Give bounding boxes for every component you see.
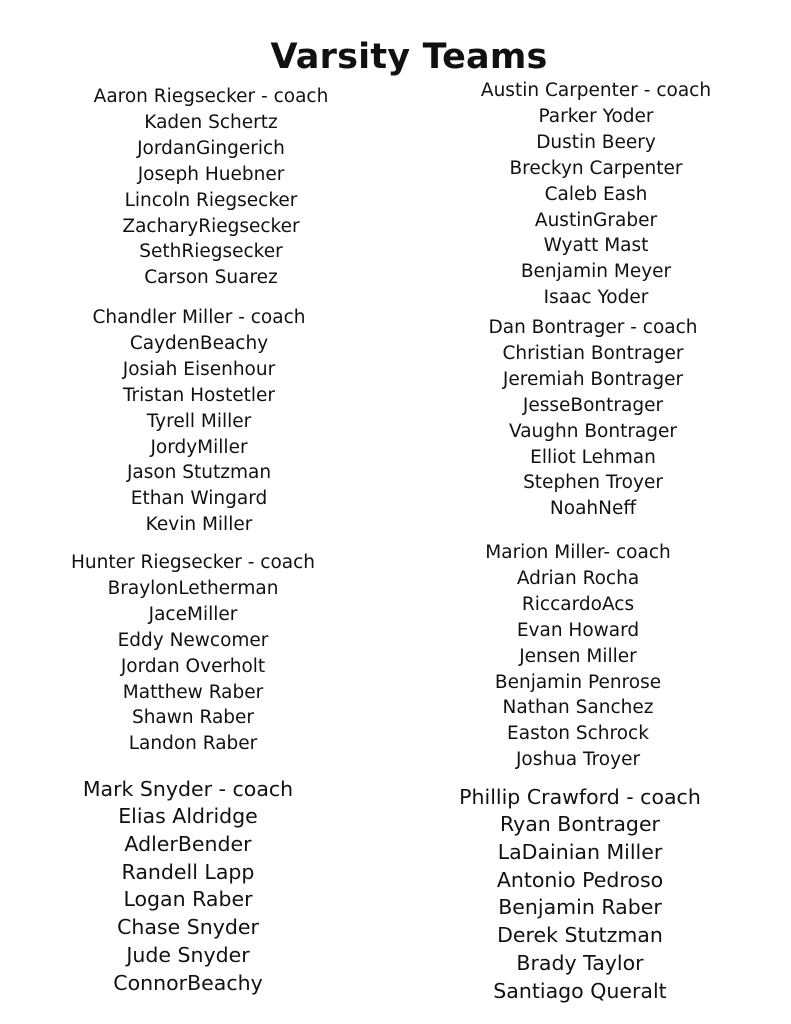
player-name: LaDainian Miller <box>497 839 663 864</box>
player-name: Jeremiah Bontrager <box>502 368 684 390</box>
team-chandler-miller <box>49 305 349 538</box>
team-mark-snyder <box>38 775 338 998</box>
player-name: Christian Bontrager <box>502 342 684 364</box>
team-aaron-riegsecker <box>61 84 361 291</box>
player-name: Randell Lapp <box>121 859 255 884</box>
player-name: Logan Raber <box>123 887 253 912</box>
coach-name: Austin Carpenter - coach <box>480 80 712 101</box>
player-name: Tristan Hostetler <box>122 384 276 406</box>
player-name: Josiah Eisenhour <box>122 358 276 380</box>
player-name: JaceMiller <box>148 603 238 625</box>
player-name: Shawn Raber <box>131 707 255 729</box>
player-name: Kaden Schertz <box>144 111 278 133</box>
team-phillip-crawford <box>430 783 730 1006</box>
player-name: Carson Suarez <box>144 267 278 289</box>
player-name: Parker Yoder <box>538 105 654 127</box>
player-name: Jason Stutzman <box>126 462 272 484</box>
player-name: ConnorBeachy <box>113 970 263 995</box>
player-name: Jude Snyder <box>126 942 250 967</box>
player-name: Caleb Eash <box>544 183 648 205</box>
player-name: Wyatt Mast <box>543 235 649 257</box>
player-name: Derek Stutzman <box>497 923 663 948</box>
player-name: JordanGingerich <box>137 137 285 159</box>
player-name: Joshua Troyer <box>515 749 641 771</box>
player-name: BraylonLetherman <box>107 577 279 599</box>
player-name: ZacharyRiegsecker <box>122 215 300 237</box>
player-name: Matthew Raber <box>122 681 264 703</box>
player-name: Santiago Queralt <box>493 978 667 1003</box>
player-name: Adrian Rocha <box>516 567 640 589</box>
player-name: Isaac Yoder <box>543 287 649 309</box>
player-name: Antonio Pedroso <box>496 867 664 892</box>
player-name: Benjamin Meyer <box>520 261 672 283</box>
coach-name: Hunter Riegsecker - coach <box>71 552 315 573</box>
player-name: Brady Taylor <box>516 950 644 975</box>
player-name: JordyMiller <box>150 436 248 458</box>
player-name: Ethan Wingard <box>130 488 268 510</box>
player-name: Elliot Lehman <box>530 446 656 468</box>
player-name: Stephen Troyer <box>523 472 663 494</box>
player-name: Eddy Newcomer <box>117 629 269 651</box>
player-name: Lincoln Riegsecker <box>124 189 298 211</box>
player-name: Breckyn Carpenter <box>509 157 683 179</box>
player-name: AustinGraber <box>534 209 658 231</box>
coach-name: Mark Snyder - coach <box>82 777 294 801</box>
player-name: Kevin Miller <box>145 514 253 536</box>
player-name: Evan Howard <box>516 619 640 641</box>
team-marion-miller <box>428 540 728 773</box>
player-name: Elias Aldridge <box>118 804 258 828</box>
player-name: Benjamin Penrose <box>494 671 662 693</box>
team-hunter-riegsecker <box>43 550 343 757</box>
player-name: Vaughn Bontrager <box>508 420 678 442</box>
player-name: Benjamin Raber <box>498 895 662 920</box>
player-name: JesseBontrager <box>522 394 664 416</box>
player-name: Landon Raber <box>128 733 258 755</box>
team-austin-carpenter <box>446 78 746 311</box>
player-name: AdlerBender <box>124 831 252 856</box>
player-name: Tyrell Miller <box>146 410 252 432</box>
player-name: RiccardoAcs <box>521 593 635 615</box>
coach-name: Aaron Riegsecker - coach <box>93 86 329 107</box>
player-name: Jensen Miller <box>519 645 637 667</box>
player-name: Ryan Bontrager <box>499 812 660 836</box>
player-name: SethRiegsecker <box>139 241 283 263</box>
page-title: Varsity Teams <box>270 37 548 78</box>
coach-name: Marion Miller- coach <box>485 542 671 563</box>
team-dan-bontrager <box>443 315 743 522</box>
player-name: Dustin Beery <box>536 131 656 153</box>
player-name: Joseph Huebner <box>137 163 285 185</box>
player-name: Nathan Sanchez <box>502 697 654 719</box>
coach-name: Dan Bontrager - coach <box>488 317 698 338</box>
player-name: Easton Schrock <box>507 723 649 745</box>
player-name: CaydenBeachy <box>129 332 269 354</box>
player-name: Jordan Overholt <box>120 655 266 677</box>
player-name: NoahNeff <box>549 498 637 520</box>
coach-name: Phillip Crawford - coach <box>459 785 701 809</box>
coach-name: Chandler Miller - coach <box>92 307 306 328</box>
player-name: Chase Snyder <box>117 915 259 940</box>
